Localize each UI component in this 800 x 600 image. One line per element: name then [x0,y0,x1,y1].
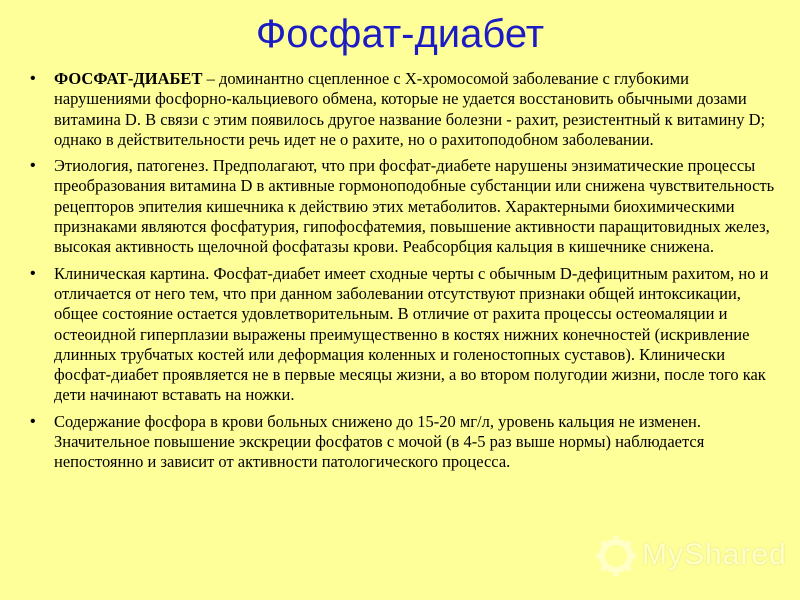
bullet-text: Содержание фосфора в крови больных снижено до 15-20 мг/л, уровень кальция не изменен. Значительное повышение экскреции фосфатов с мочой (в 4-5 раз выше нормы) наблюдается непостоянно и зависит от активности патологического процесса. [54,411,705,472]
watermark-text: MyShared [642,538,787,571]
bullet-icon: • [30,412,36,430]
bullet-text: Этиология, патогенез. Предполагают, что при фосфат-диабете нарушены энзиматические процессы преобразования витамина D в активные гормоноподобные субстанции или снижена чувствительность рецепторов эпителия кишечника к действию этих метаболитов. Характерными биохимическими признаками являются фосфатурия, гипофосфатемия, повышение активности паращитовидных желез, высокая активность щелочной фосфатазы крови. Реабсорбция кальция в кишечнике снижена. [54,156,775,257]
watermark-logo [594,528,787,584]
bullet-item-definition [30,69,778,150]
bullet-icon: • [30,264,36,282]
bullet-item-lab-values [30,412,778,473]
bullet-text: – доминантно сцепленное с Х-хромосомой заболевание с глубокими нарушениями фосфорно-кальциевого обмена, которые не удается восстановить обычными дозами витамина D. В связи с этим появилось другое название болезни - рахит, резистентный к витамину D; однако в действительности речь идет не о рахите, но о рахитоподобном заболевании. [54,69,766,149]
bullet-list [30,69,778,479]
bullet-item-etiology [30,156,778,257]
bullet-icon: • [30,157,36,175]
watermark-gear-icon [594,534,638,578]
bullet-icon: • [30,70,36,87]
term-lead: ФОСФАТ-ДИАБЕТ [54,69,203,88]
bullet-text: Клиническая картина. Фосфат-диабет имеет сходные черты с обычным D-дефицитным рахитом, но и отличается от него тем, что при данном заболевании отсутствуют признаки общей интоксикации, общее состояние остается удовлетворительным. В отличие от рахита процессы остеомаляции и остеоидной гиперплазии выражены преимущественно в костях нижних конечностей (искривление длинных трубчатых костей или деформация коленных и голеностопных суставов). Клинически фосфат-диабет проявляется не в первые месяцы жизни, а во втором полугодии жизни, после того как дети начинают вставать на ножки. [54,263,769,405]
slide-title: Фосфат-диабет [255,12,545,56]
bullet-item-clinical [30,264,778,406]
